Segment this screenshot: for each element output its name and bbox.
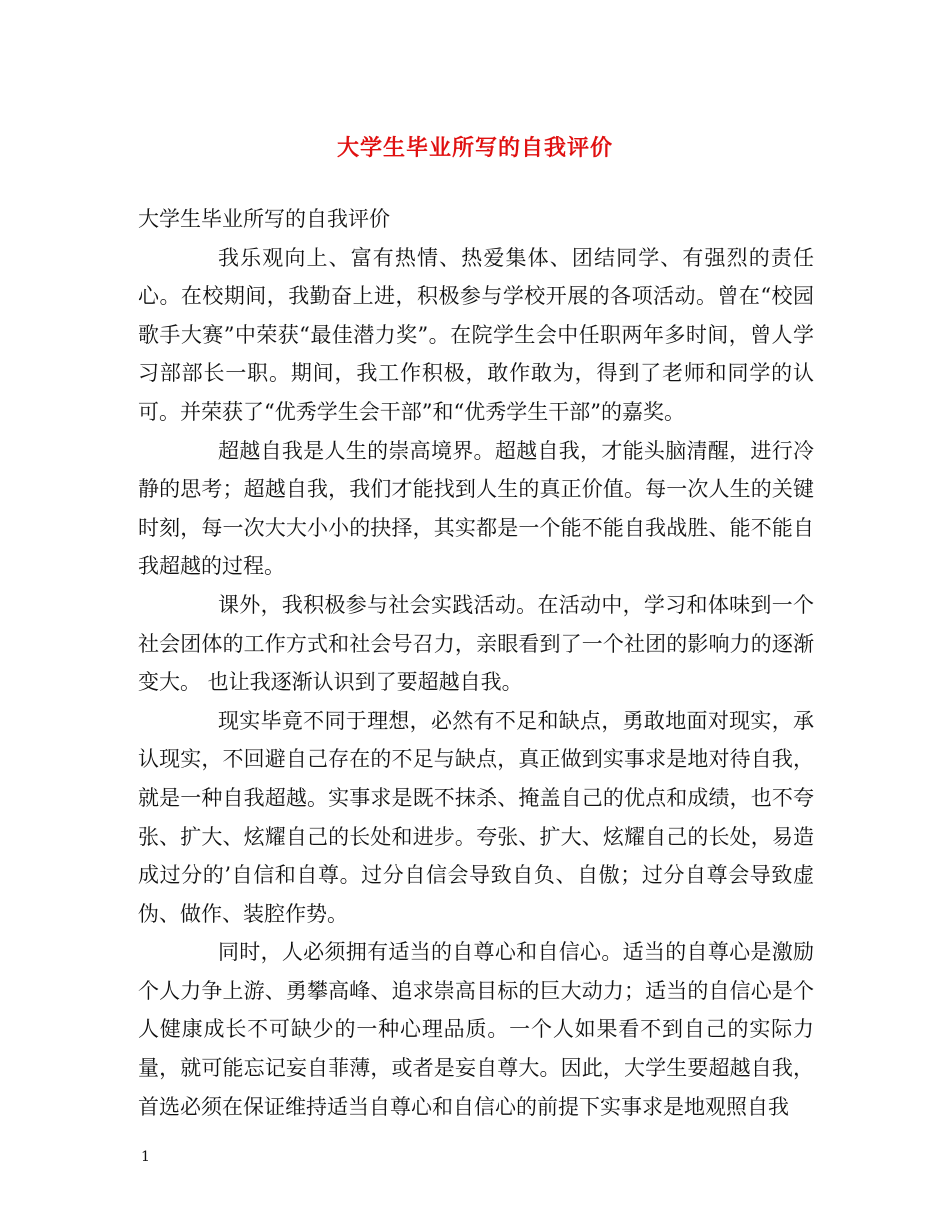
document-subtitle: 大学生毕业所写的自我评价 <box>138 207 390 231</box>
paragraph-5: 同时，人必须拥有适当的自尊心和自信心。适当的自尊心是激励个人力争上游、勇攀高峰、追求崇高目标的巨大动力；适当的自信心是个人健康成长不可缺少的一种心理品质。一个人如果看不到自己的实际力量，就可能忘记妄自菲薄，或者是妄自尊大。因此，大学生要超越自我，首选必须在保证维持适当自尊心和自信心的前提下实事求是地观照自我 <box>138 940 814 1119</box>
paragraph-2: 超越自我是人生的崇高境界。超越自我，才能头脑清醒，进行冷静的思考；超越自我，我们才能找到人生的真正价值。每一次人生的关键时刻，每一次大大小小的抉择，其实都是一个能不能自我战胜、能不能自我超越的过程。 <box>138 438 814 579</box>
paragraph-1: 我乐观向上、富有热情、热爱集体、团结同学、有强烈的责任心。在校期间，我勤奋上进，积极参与学校开展的各项活动。曾在“校园歌手大赛”中荣获“最佳潜力奖”。在院学生会中任职两年多时间，曾人学习部部长一职。期间，我工作积极，敢作敢为，得到了老师和同学的认可。并荣获了“优秀学生会干部”和“优秀学生干部”的嘉奖。 <box>138 245 814 424</box>
paragraph-4: 现实毕竟不同于理想，必然有不足和缺点，勇敢地面对现实，承认现实，不回避自己存在的不足与缺点，真正做到实事求是地对待自我，就是一种自我超越。实事求是既不抹杀、掩盖自己的优点和成绩，也不夸张、扩大、炫耀自己的长处和进步。夸张、扩大、炫耀自己的长处，易造成过分的’自信和自尊。过分自信会导致自负、自傲；过分自尊会导致虚伪、做作、装腔作势。 <box>138 708 814 926</box>
document-body <box>138 200 814 1126</box>
document-title: 大学生毕业所写的自我评价 <box>336 135 613 161</box>
paragraph-3: 课外，我积极参与社会实践活动。在活动中，学习和体味到一个社会团体的工作方式和社会号召力，亲眼看到了一个社团的影响力的逐渐变大。 也让我逐渐认识到了要超越自我。 <box>138 592 814 695</box>
page-number: 1 <box>141 1149 150 1165</box>
